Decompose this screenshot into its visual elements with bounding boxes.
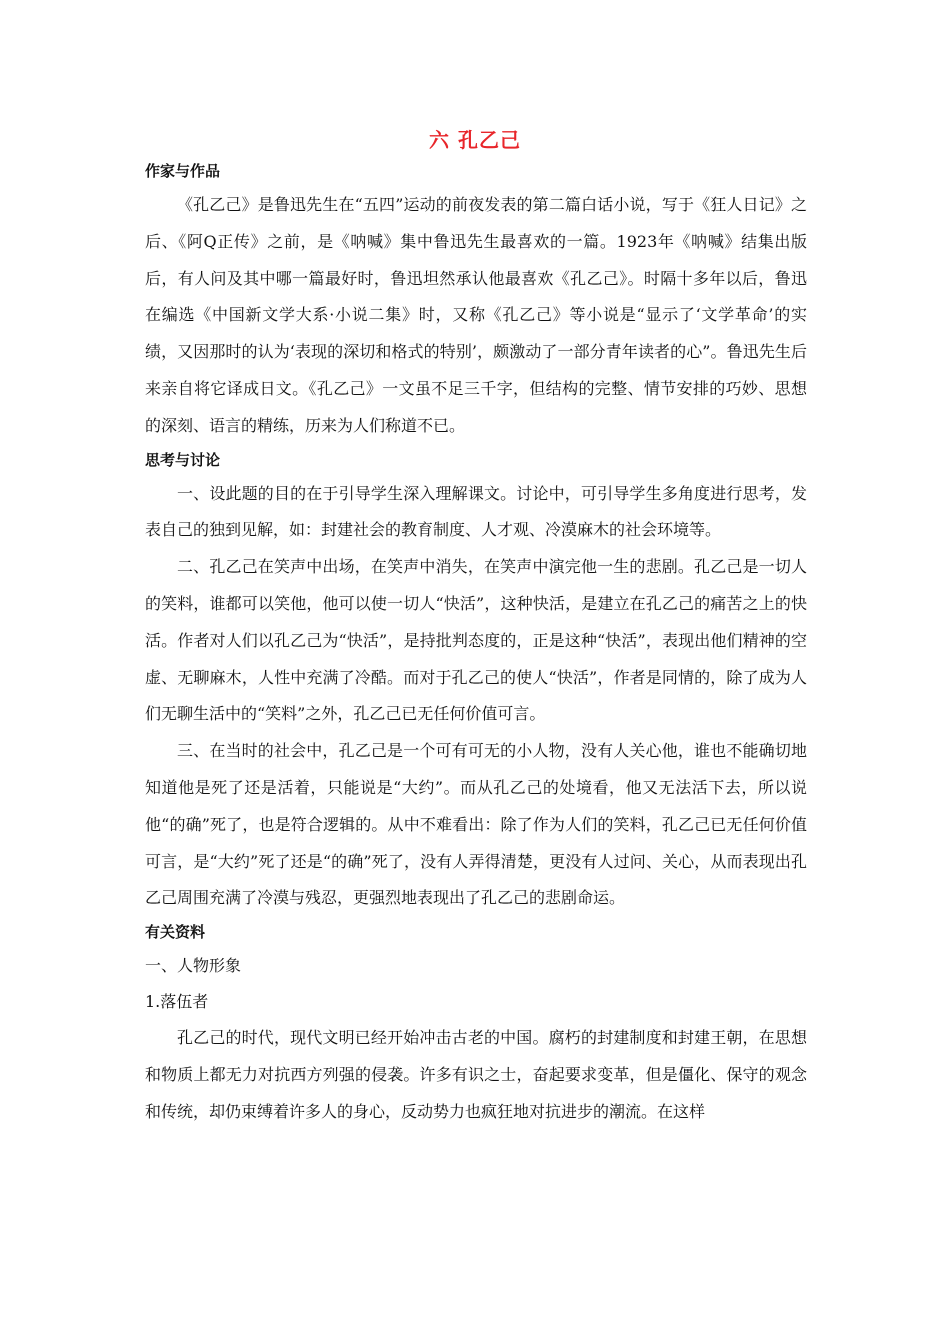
paragraph-discussion-2: 二、孔乙己在笑声中出场，在笑声中消失，在笑声中演完他一生的悲剧。孔乙己是一切人的笑料，谁都可以笑他，他可以使一切人“快活”，这种快活，是建立在孔乙己的痛苦之上的快活。作者对人们以孔乙己为“快活”，是持批判态度的，正是这种“快活”，表现出他们精神的空虚、无聊麻木，人性中充满了冷酷。而对于孔乙己的使人“快活”，作者是同情的，除了成为人们无聊生活中的“笑料”之外，孔乙己已无任何价值可言。 <box>145 557 807 724</box>
section-heading-materials: 有关资料 <box>145 923 206 942</box>
paragraph-laggard: 孔乙己的时代，现代文明已经开始冲击古老的中国。腐朽的封建制度和封建王朝，在思想和物质上都无力对抗西方列强的侵袭。许多有识之士，奋起要求变革，但是僵化、保守的观念和传统，却仍束缚着许多人的身心，反动势力也疯狂地对抗进步的潮流。在这样 <box>145 1028 807 1121</box>
subheading-laggard: 1.落伍者 <box>145 992 209 1012</box>
subheading-character: 一、人物形象 <box>145 956 242 976</box>
section-heading-discussion: 思考与讨论 <box>145 450 221 469</box>
paragraph-discussion-3: 三、在当时的社会中，孔乙己是一个可有可无的小人物，没有人关心他，谁也不能确切地知道他是死了还是活着，只能说是“大约”。而从孔乙己的处境看，他又无法活下去，所以说他“的确”死了，也是符合逻辑的。从中不难看出：除了作为人们的笑料，孔乙己已无任何价值可言，是“大约”死了还是“的确”死了，没有人弄得清楚，更没有人过问、关心，从而表现出孔乙己周围充满了冷漠与残忍，更强烈地表现出了孔乙己的悲剧命运。 <box>145 741 807 908</box>
document-body <box>145 156 807 1131</box>
paragraph-discussion-1: 一、设此题的目的在于引导学生深入理解课文。讨论中，可引导学生多角度进行思考，发表自己的独到见解，如：封建社会的教育制度、人才观、冷漠麻木的社会环境等。 <box>145 483 807 540</box>
page-title: 六 孔乙己 <box>429 128 521 152</box>
paragraph-author-works: 《孔乙己》是鲁迅先生在“五四”运动的前夜发表的第二篇白话小说，写于《狂人日记》之后、《阿Q正传》之前，是《呐喊》集中鲁迅先生最喜欢的一篇。1923年《呐喊》结集出版后，有人问及其中哪一篇最好时，鲁迅坦然承认他最喜欢《孔乙己》。时隔十多年以后，鲁迅在编选《中国新文学大系·小说二集》时，又称《孔乙己》等小说是“显示了‘文学革命’的实绩，又因那时的认为‘表现的深切和格式的特别’，颇激动了一部分青年读者的心”。鲁迅先生后来亲自将它译成日文。《孔乙己》一文虽不足三千字，但结构的完整、情节安排的巧妙、思想的深刻、语言的精练，历来为人们称道不已。 <box>145 195 807 435</box>
section-heading-author-works: 作家与作品 <box>145 162 221 180</box>
